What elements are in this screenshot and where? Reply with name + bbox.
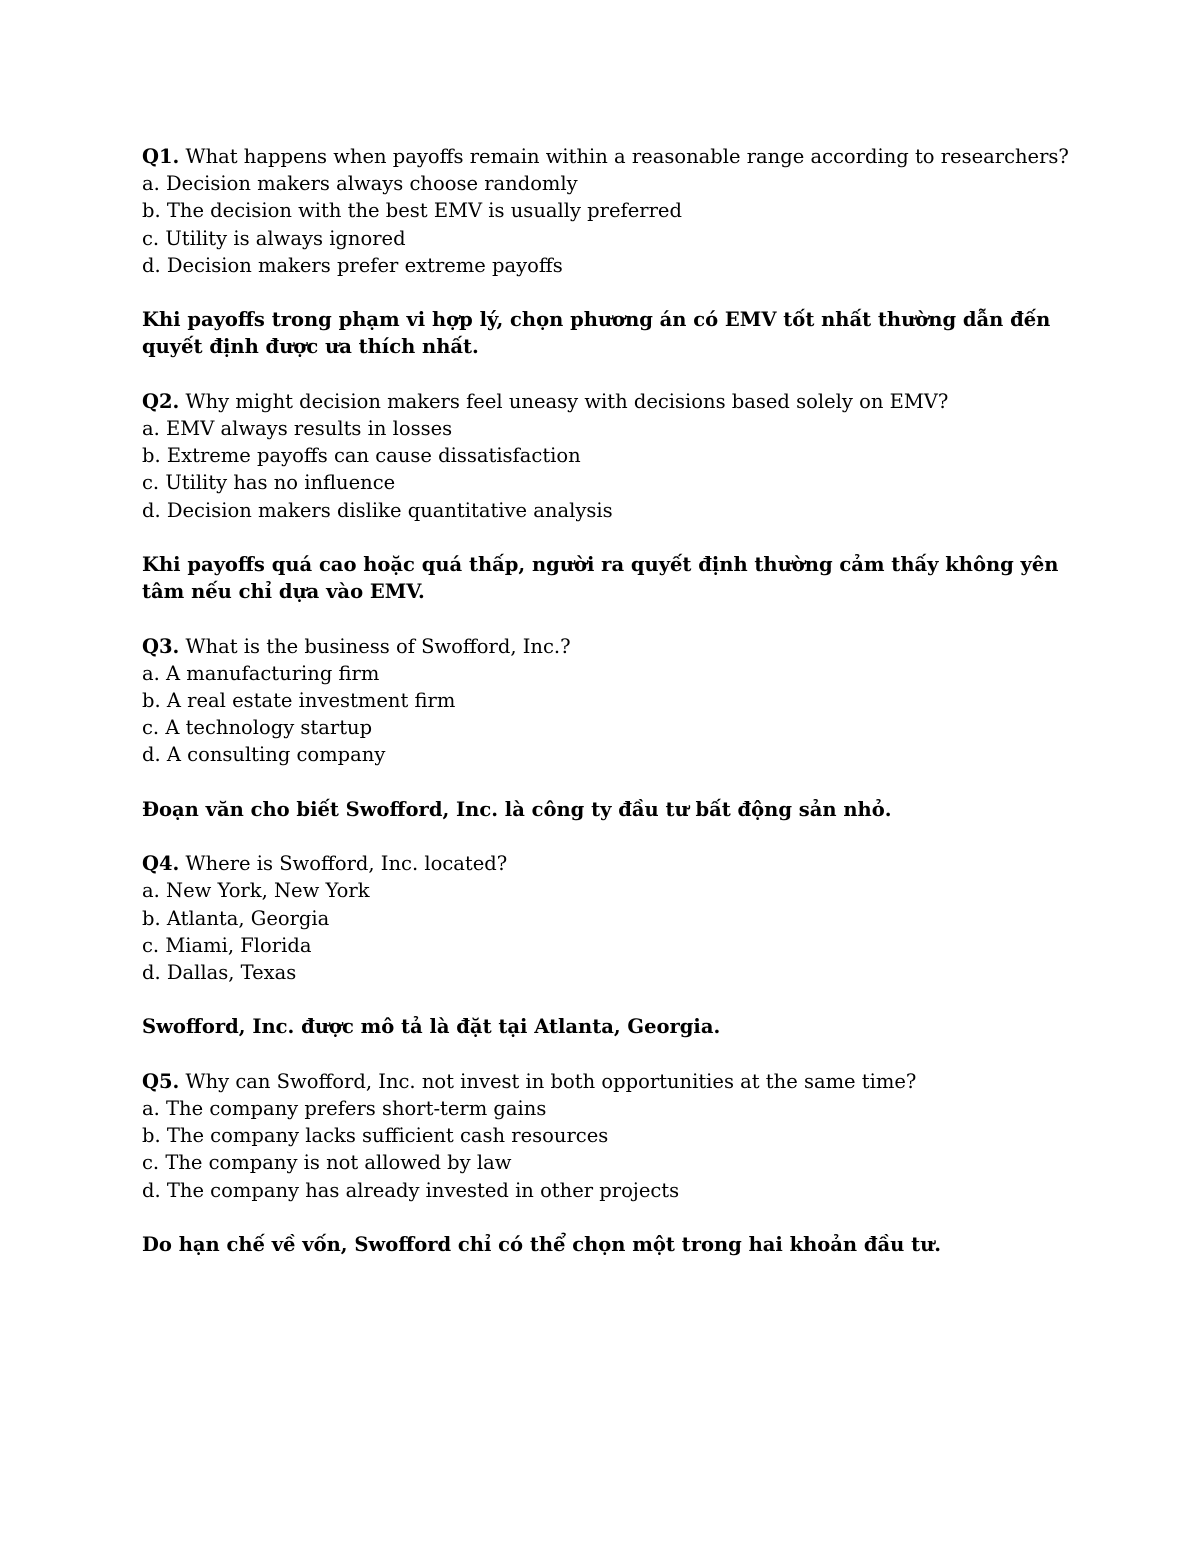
- answer-explanation: Khi payoffs trong phạm vi hợp lý, chọn phương án có EMV tốt nhất thường dẫn đến quyết định được ưa thích nhất.: [142, 308, 1051, 359]
- option-d: d. A consulting company: [142, 743, 386, 767]
- option-a: a. New York, New York: [142, 879, 370, 903]
- document-page: [142, 143, 1082, 1285]
- question-text: Why can Swofford, Inc. not invest in both opportunities at the same time?: [185, 1069, 917, 1093]
- option-a: a. The company prefers short-term gains: [142, 1096, 547, 1120]
- answer-explanation: Đoạn văn cho biết Swofford, Inc. là công ty đầu tư bất động sản nhỏ.: [142, 797, 892, 821]
- question-text: What happens when payoffs remain within a reasonable range according to researchers?: [185, 145, 1069, 168]
- option-a: a. A manufacturing firm: [142, 661, 380, 685]
- question-4: [142, 850, 1082, 1040]
- question-1: [142, 143, 1082, 361]
- question-text: Why might decision makers feel uneasy with decisions based solely on EMV?: [185, 389, 949, 413]
- question-2: [142, 388, 1082, 606]
- question-number: Q2.: [142, 389, 180, 413]
- option-c: c. Utility is always ignored: [142, 226, 406, 250]
- option-a: a. EMV always results in losses: [142, 417, 453, 440]
- option-b: b. Extreme payoffs can cause dissatisfaction: [142, 444, 581, 468]
- question-5: [142, 1068, 1082, 1258]
- option-d: d. Decision makers prefer extreme payoffs: [142, 253, 563, 277]
- option-c: c. Utility has no influence: [142, 471, 396, 495]
- question-number: Q3.: [142, 634, 180, 658]
- option-a: a. Decision makers always choose randomly: [142, 172, 578, 196]
- question-number: Q5.: [142, 1069, 180, 1093]
- question-line: [142, 143, 1082, 170]
- option-c: c. The company is not allowed by law: [142, 1151, 512, 1175]
- question-3: [142, 633, 1082, 823]
- option-d: d. The company has already invested in other projects: [142, 1178, 680, 1202]
- option-c: c. A technology startup: [142, 716, 373, 740]
- option-b: b. The decision with the best EMV is usually preferred: [142, 199, 682, 223]
- question-line: [142, 633, 1082, 660]
- answer-explanation: Khi payoffs quá cao hoặc quá thấp, người ra quyết định thường cảm thấy không yên tâm nếu chỉ dựa vào EMV.: [142, 553, 1059, 604]
- answer-explanation: Do hạn chế về vốn, Swofford chỉ có thể chọn một trong hai khoản đầu tư.: [142, 1232, 942, 1256]
- question-text: What is the business of Swofford, Inc.?: [185, 634, 571, 658]
- question-text: Where is Swofford, Inc. located?: [185, 852, 508, 876]
- option-d: d. Decision makers dislike quantitative analysis: [142, 498, 613, 522]
- question-line: [142, 1068, 1082, 1095]
- option-c: c. Miami, Florida: [142, 933, 312, 957]
- question-number: Q4.: [142, 852, 180, 876]
- question-line: [142, 850, 1082, 877]
- option-b: b. Atlanta, Georgia: [142, 906, 330, 930]
- question-line: [142, 388, 1082, 415]
- option-b: b. A real estate investment firm: [142, 689, 456, 712]
- option-d: d. Dallas, Texas: [142, 961, 297, 984]
- option-b: b. The company lacks sufficient cash resources: [142, 1124, 609, 1148]
- answer-explanation: Swofford, Inc. được mô tả là đặt tại Atlanta, Georgia.: [142, 1015, 721, 1039]
- question-number: Q1.: [142, 145, 180, 168]
